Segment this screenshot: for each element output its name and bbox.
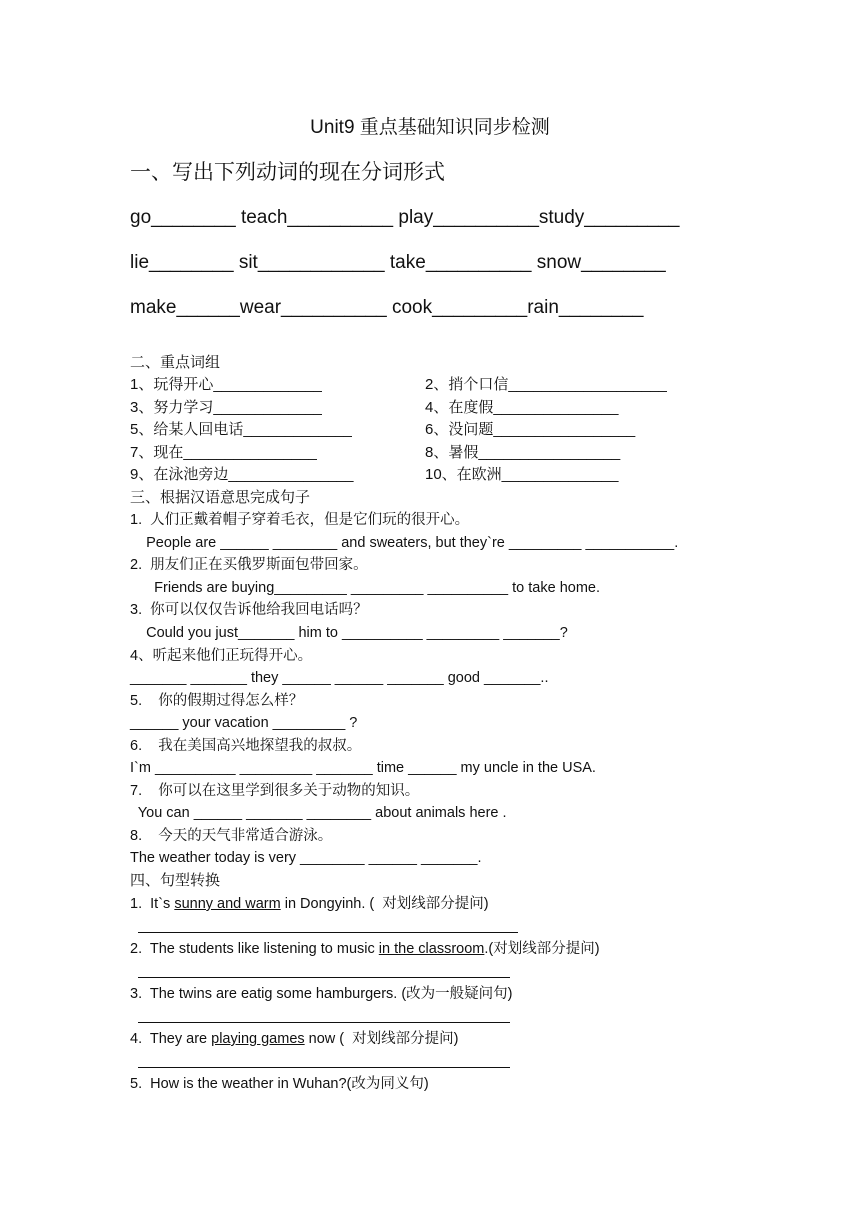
- part2-heading: 二、重点词组: [130, 354, 221, 371]
- transform-item: 5. How is the weather in Wuhan?(改为同义句): [130, 1076, 429, 1092]
- page-title: Unit9 重点基础知识同步检测: [310, 117, 550, 138]
- sentence-en: Friends are buying_________ _________ __________ to take home.: [130, 580, 601, 596]
- sentence-cn: 8. 今天的天气非常适合游泳。: [130, 828, 333, 844]
- verb-row: go________ teach__________ play__________study_________: [130, 207, 680, 228]
- transform-item: 2. The students like listening to music in the classroom.(对划线部分提问): [130, 941, 600, 957]
- phrase-item: 7、现在________________: [130, 444, 317, 461]
- sentence-en: ______ your vacation _________ ?: [130, 715, 358, 731]
- phrase-item: 6、没问题_________________: [425, 421, 636, 438]
- sentence-cn: 2. 朋友们正在买俄罗斯面包带回家。: [130, 557, 368, 573]
- underlined-part: playing games: [211, 1031, 305, 1047]
- sentence-en: I`m __________ _________ _______ time ______ my uncle in the USA.: [130, 760, 596, 776]
- part1-heading: 一、写出下列动词的现在分词形式: [130, 161, 445, 184]
- verb-row: lie________ sit____________ take__________ snow________: [130, 252, 666, 273]
- transform-item: 3. The twins are eatig some hamburgers. (改为一般疑问句): [130, 986, 513, 1002]
- transform-item: 4. They are playing games now ( 对划线部分提问): [130, 1031, 459, 1047]
- phrase-item: 4、在度假_______________: [425, 399, 619, 416]
- phrase-item: 8、暑假_________________: [425, 444, 621, 461]
- sentence-cn: 7. 你可以在这里学到很多关于动物的知识。: [130, 783, 420, 799]
- phrase-item: 10、在欧洲______________: [425, 466, 619, 483]
- sentence-cn: 1. 人们正戴着帽子穿着毛衣，但是它们玩的很开心。: [130, 512, 470, 528]
- sentence-cn: 6. 我在美国高兴地探望我的叔叔。: [130, 738, 362, 754]
- answer-line: [138, 1022, 510, 1023]
- sentence-en: _______ _______ they ______ ______ _______ good _______..: [130, 670, 549, 686]
- answer-line: [138, 1067, 510, 1068]
- part3-heading: 三、根据汉语意思完成句子: [130, 489, 311, 506]
- sentence-cn: 3. 你可以仅仅告诉他给我回电话吗？: [130, 602, 368, 618]
- underlined-part: sunny and warm: [174, 896, 281, 912]
- verb-row: make______wear__________ cook_________rain________: [130, 297, 644, 318]
- answer-line: [138, 932, 518, 933]
- sentence-en: The weather today is very ________ ______ _______.: [130, 850, 482, 866]
- transform-item: 1. It`s sunny and warm in Dongyinh. ( 对划线部分提问): [130, 896, 489, 912]
- phrase-item: 9、在泳池旁边_______________: [130, 466, 354, 483]
- sentence-en: People are ______ ________ and sweaters, but they`re _________ ___________.: [130, 535, 679, 551]
- phrase-item: 2、捎个口信___________________: [425, 376, 667, 393]
- answer-line: [138, 977, 510, 978]
- part4-heading: 四、句型转换: [130, 872, 221, 889]
- sentence-en: Could you just_______ him to __________ _________ _______?: [130, 625, 568, 641]
- phrase-item: 5、给某人回电话_____________: [130, 421, 352, 438]
- phrase-item: 3、努力学习_____________: [130, 399, 322, 416]
- sentence-en: You can ______ _______ ________ about animals here .: [130, 805, 507, 821]
- sentence-cn: 5. 你的假期过得怎么样？: [130, 693, 304, 709]
- underlined-part: in the classroom: [378, 941, 485, 957]
- phrase-item: 1、玩得开心_____________: [130, 376, 322, 393]
- sentence-cn: 4、听起来他们正玩得开心。: [130, 648, 313, 664]
